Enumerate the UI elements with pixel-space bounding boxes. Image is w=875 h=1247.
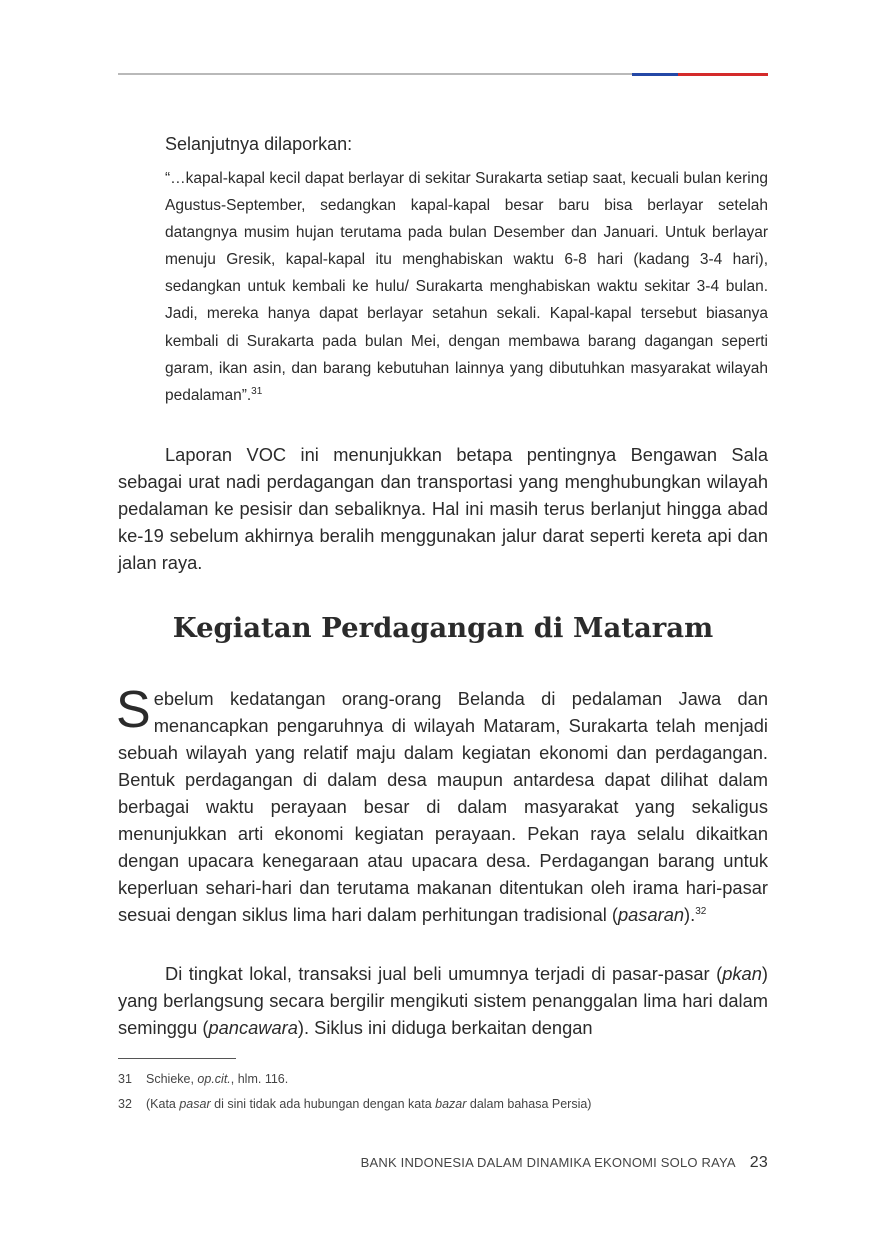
footnote-text: (Kata <box>146 1097 180 1111</box>
page-number: 23 <box>749 1154 768 1171</box>
header-rule-gray <box>118 73 632 75</box>
page-footer <box>300 1154 768 1172</box>
footnote-31 <box>118 1071 288 1087</box>
paragraph-local-part1: Di tingkat lokal, transaksi jual beli umumnya terjadi di pasar-pasar ( <box>165 963 723 984</box>
footnote-italic: op.cit. <box>197 1072 231 1086</box>
paragraph-mataram-text: ebelum kedatangan orang-orang Belanda di pedalaman Jawa dan menancapkan pengaruhnya di wilayah Mataram, Surakarta telah menjadi sebuah wilayah yang relatif maju dalam kegiatan ekonomi dan perdagangan. Bentuk perdagangan di dalam desa maupun antardesa dapat dilihat dalam berbagai waktu perayaan besar di dalam masyarakat yang sekaligus menunjukkan arti ekonomi kegiatan perayaan. Pekan raya selalu dikaitkan dengan upacara kenegaraan atau upacara desa. Perdagangan barang untuk keperluan sehari-hari dan terutama makanan ditentukan oleh irama hari-pasar sesuai dengan siklus lima hari dalam perhitungan tradisional ( <box>118 688 768 925</box>
term-pasaran: pasaran <box>617 904 685 925</box>
header-rule-blue <box>632 73 678 76</box>
footnote-number: 31 <box>118 1072 132 1086</box>
paragraph-mataram-after: ). <box>684 904 696 925</box>
paragraph-mataram <box>116 681 768 928</box>
paragraph-local-part2: ) yang berlangsung secara bergilir mengikuti sistem penanggalan lima hari dalam seminggu ( <box>118 963 768 1038</box>
footnote-text: , hlm. 116. <box>230 1072 289 1086</box>
footnote-italic: bazar <box>435 1097 467 1111</box>
term-pkan: pkan <box>722 963 762 984</box>
footnote-text: di sini tidak ada hubungan dengan kata <box>210 1097 436 1111</box>
voc-quote-text: “…kapal-kapal kecil dapat berlayar di sekitar Surakarta setiap saat, kecuali bulan kering Agustus-September, sedangkan kapal-kapal besar baru bisa berlayar setelah datangnya musim hujan terutama pada bulan Desember dan Januari. Untuk berlayar menuju Gresik, kapal-kapal itu menghabiskan waktu 6-8 hari (kadang 3-4 hari), sedangkan untuk kembali ke hulu/ Surakarta menghabiskan waktu sekitar 3-4 bulan. Jadi, mereka hanya dapat berlayar setahun sekali. Kapal-kapal tersebut biasanya kembali di Surakarta pada bulan Mei, dengan membawa barang dagangan seperti garam, ikan asin, dan barang kebutuhan lainnya yang dibutuhkan masyarakat wilayah pedalaman”. <box>165 170 768 404</box>
paragraph-local <box>118 960 768 1041</box>
quote-lead: Selanjutnya dilaporkan: <box>165 134 353 154</box>
footnote-32 <box>118 1096 591 1112</box>
footnote-ref-31: 31 <box>251 385 263 397</box>
footnote-text: dalam bahasa Persia) <box>466 1097 592 1111</box>
footnote-text: Schieke, <box>146 1072 198 1086</box>
footnote-divider <box>118 1058 236 1059</box>
paragraph-voc: Laporan VOC ini menunjukkan betapa pentingnya Bengawan Sala sebagai urat nadi perdagangan dan transportasi yang menghubungkan wilayah pedalaman ke pesisir dan sebaliknya. Hal ini masih terus berlanjut hingga abad ke-19 sebelum akhirnya beralih menggunakan jalur darat seperti kereta api dan jalan raya. <box>118 444 768 573</box>
drop-cap: S <box>116 681 151 739</box>
footnote-italic: pasar <box>179 1097 211 1111</box>
footnote-number: 32 <box>118 1097 132 1111</box>
header-rule-red <box>678 73 768 76</box>
footnote-ref-32: 32 <box>695 905 707 917</box>
book-title: BANK INDONESIA DALAM DINAMIKA EKONOMI SOLO RAYA <box>360 1155 736 1170</box>
term-pancawara: pancawara <box>208 1017 298 1038</box>
section-title: Kegiatan Perdagangan di Mataram <box>172 612 714 644</box>
paragraph-local-part3: ). Siklus ini diduga berkaitan dengan <box>297 1017 593 1038</box>
voc-quote <box>165 165 768 409</box>
